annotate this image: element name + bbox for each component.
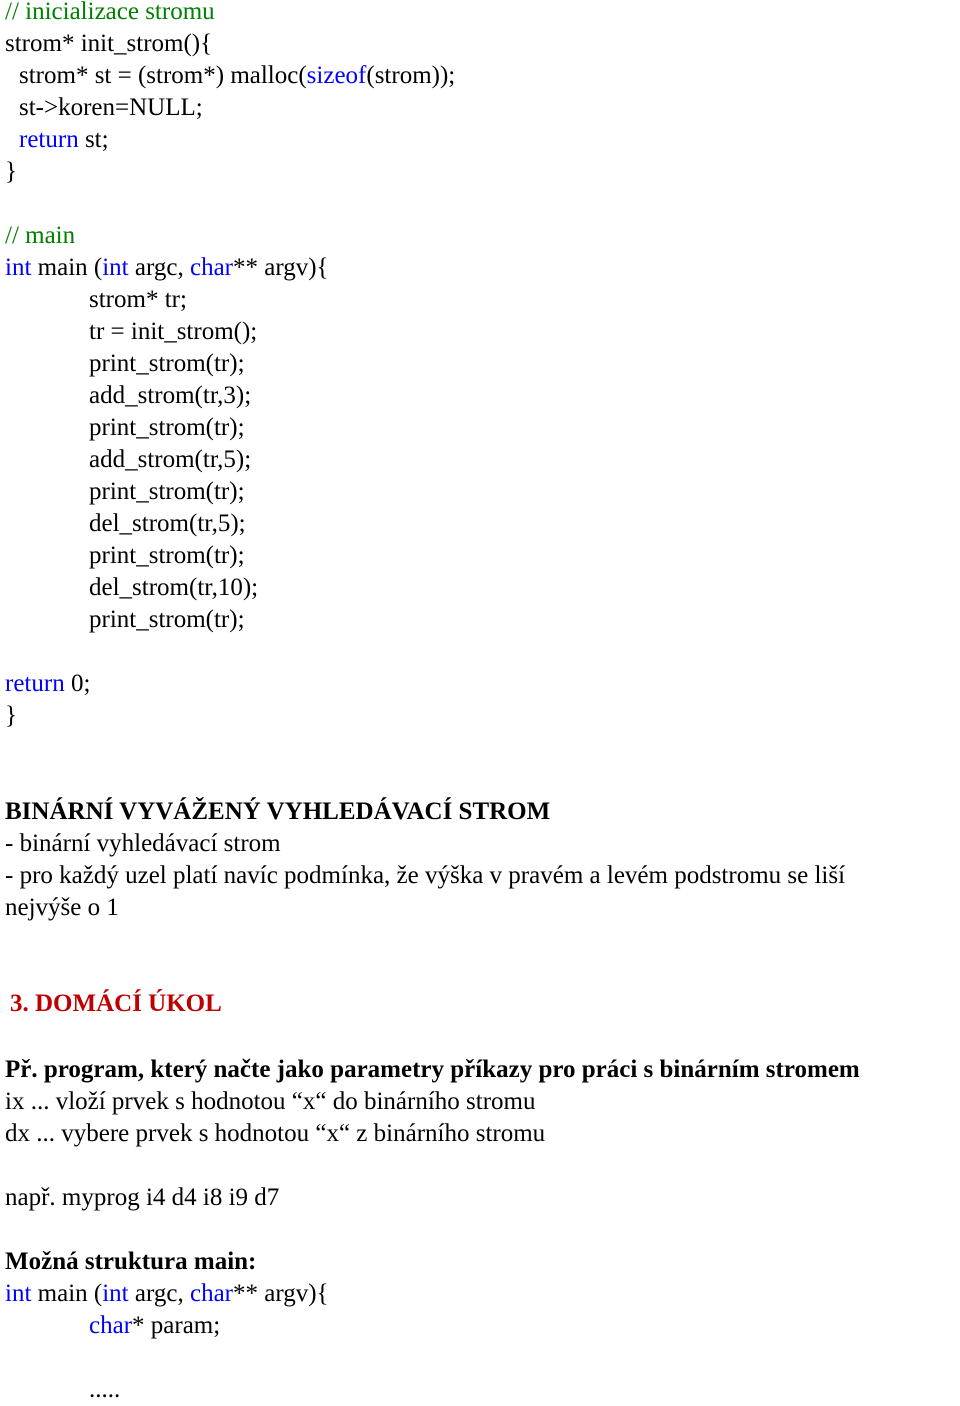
ellipsis: ..... bbox=[89, 1376, 121, 1403]
code-text: main ( bbox=[31, 254, 103, 281]
section-heading: BINÁRNÍ VYVÁŽENÝ VYHLEDÁVACÍ STROM bbox=[5, 798, 551, 825]
code-text: * param; bbox=[132, 1312, 221, 1339]
code-text: ** argv){ bbox=[233, 254, 329, 281]
code-line-param bbox=[89, 1310, 220, 1342]
code-text: (strom)); bbox=[366, 62, 456, 89]
code-line: print_strom(tr); bbox=[89, 478, 245, 505]
code-line: add_strom(tr,3); bbox=[89, 382, 252, 409]
section-line: - pro každý uzel platí navíc podmínka, že výška v pravém a levém podstromu se liší bbox=[5, 862, 846, 889]
task-text: Př. program, který načte jako parametry příkazy pro práci s binárním stromem bbox=[5, 1056, 860, 1083]
init-signature: strom* init_strom(){ bbox=[5, 30, 213, 57]
closing-brace: } bbox=[5, 702, 17, 729]
code-text: argc, bbox=[128, 254, 190, 281]
keyword: return bbox=[5, 670, 65, 697]
keyword: int bbox=[102, 1280, 129, 1307]
section-line: nejvýše o 1 bbox=[5, 894, 119, 921]
code-text: 0; bbox=[64, 670, 91, 697]
code-text: argc, bbox=[128, 1280, 190, 1307]
keyword: int bbox=[102, 254, 129, 281]
comment-init: // inicializace stromu bbox=[5, 0, 215, 25]
dx-description: dx ... vybere prvek s hodnotou “x“ z binárního stromu bbox=[5, 1120, 546, 1147]
keyword: int bbox=[5, 254, 32, 281]
code-line: del_strom(tr,5); bbox=[89, 510, 246, 537]
code-line: add_strom(tr,5); bbox=[89, 446, 252, 473]
main-signature bbox=[5, 252, 329, 284]
code-line-koren: st->koren=NULL; bbox=[19, 94, 203, 121]
closing-brace: } bbox=[5, 158, 17, 185]
keyword: int bbox=[5, 1280, 32, 1307]
code-text: st; bbox=[78, 126, 109, 153]
code-text: ** argv){ bbox=[233, 1280, 329, 1307]
ix-description: ix ... vloží prvek s hodnotou “x“ do binárního stromu bbox=[5, 1088, 536, 1115]
comment-main: // main bbox=[5, 222, 76, 249]
main-signature bbox=[5, 1278, 329, 1310]
homework-heading: 3. DOMÁCÍ ÚKOL bbox=[10, 990, 222, 1017]
keyword: char bbox=[89, 1312, 133, 1339]
keyword: char bbox=[189, 1280, 233, 1307]
code-text: strom* st = (strom*) malloc( bbox=[19, 62, 307, 89]
code-line: print_strom(tr); bbox=[89, 542, 245, 569]
code-text: main ( bbox=[31, 1280, 103, 1307]
structure-heading: Možná struktura main: bbox=[5, 1248, 257, 1275]
section-line: - binární vyhledávací strom bbox=[5, 830, 281, 857]
keyword: char bbox=[189, 254, 233, 281]
code-line: print_strom(tr); bbox=[89, 350, 245, 377]
example-command: např. myprog i4 d4 i8 i9 d7 bbox=[5, 1184, 280, 1211]
code-line-malloc bbox=[19, 60, 455, 92]
code-line: print_strom(tr); bbox=[89, 414, 245, 441]
keyword: sizeof bbox=[306, 62, 367, 89]
keyword: return bbox=[19, 126, 79, 153]
code-line-return bbox=[5, 668, 90, 700]
code-line: del_strom(tr,10); bbox=[89, 574, 259, 601]
code-line: tr = init_strom(); bbox=[89, 318, 258, 345]
code-line-return bbox=[19, 124, 109, 156]
code-line: print_strom(tr); bbox=[89, 606, 245, 633]
code-line: strom* tr; bbox=[89, 286, 187, 313]
